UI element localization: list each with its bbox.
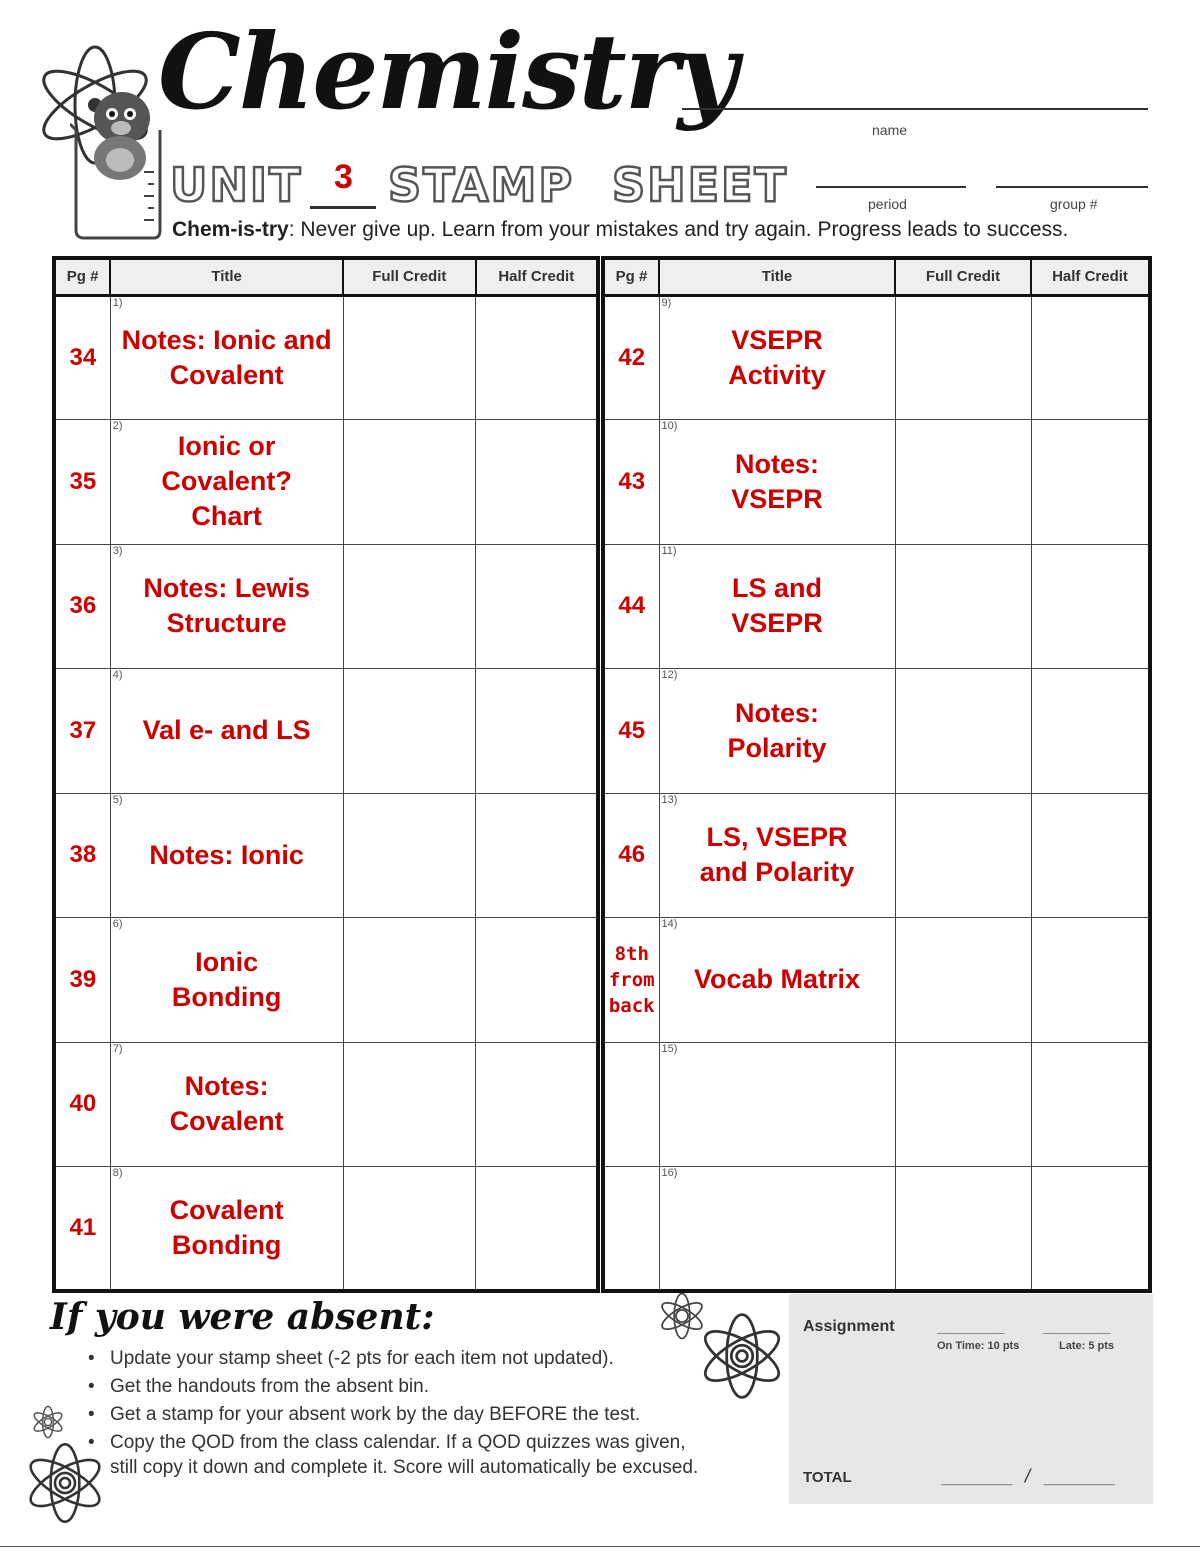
row-number: 5) <box>112 793 123 806</box>
half-credit-cell[interactable] <box>1031 918 1150 1043</box>
score-box <box>789 1294 1153 1504</box>
assignment-title: Covalent Bonding <box>169 1195 284 1260</box>
page-number: 37 <box>69 716 97 744</box>
page-number: 41 <box>69 1214 97 1241</box>
page-number: 8th from back <box>608 942 655 1017</box>
table-row <box>54 420 598 545</box>
row-number: 10) <box>661 420 678 432</box>
stamp-table-right <box>601 256 1152 1293</box>
row-number: 16) <box>661 1167 678 1179</box>
row-number: 12) <box>661 669 678 681</box>
group-field[interactable] <box>996 186 1148 188</box>
stamp-table-left <box>52 256 600 1293</box>
row-number: 4) <box>112 669 123 681</box>
header-pg: Pg # <box>603 258 659 295</box>
table-row <box>54 793 598 918</box>
row-number: 11) <box>661 544 677 557</box>
bottom-divider <box>0 1546 1200 1547</box>
half-credit-cell[interactable] <box>1031 295 1150 420</box>
half-credit-cell[interactable] <box>1031 1167 1150 1292</box>
stamp-word: STAMP <box>388 158 575 212</box>
absent-heading: If you were absent: <box>50 1296 435 1338</box>
half-credit-cell[interactable] <box>476 918 598 1043</box>
row-number: 3) <box>112 544 123 557</box>
full-credit-cell[interactable] <box>895 420 1031 545</box>
assignment-title: Notes: VSEPR <box>731 448 823 514</box>
full-credit-cell[interactable] <box>343 793 475 918</box>
assignment-title: LS, VSEPR and Polarity <box>699 822 855 888</box>
table-row <box>54 669 598 794</box>
row-number: 8) <box>112 1167 123 1179</box>
full-credit-cell[interactable] <box>343 1042 475 1167</box>
page-title: Chemistry <box>158 10 736 133</box>
half-credit-cell[interactable] <box>476 420 598 545</box>
atom-icon <box>22 1440 108 1526</box>
assignment-title: Vocab Matrix <box>693 964 861 995</box>
header-half-credit: Half Credit <box>1031 258 1150 295</box>
assignment-title: Ionic or Covalent? Chart <box>161 431 292 532</box>
assignment-title: VSEPR Activity <box>728 324 826 390</box>
row-number: 13) <box>661 793 678 806</box>
total-blank[interactable]: _______ / _______ <box>941 1466 1115 1486</box>
beaker-mole-icon <box>70 80 162 240</box>
period-label: period <box>868 196 907 212</box>
header-full-credit: Full Credit <box>343 258 475 295</box>
assignment-title: Notes: Polarity <box>727 697 827 763</box>
page-number: 46 <box>618 841 646 869</box>
row-number: 6) <box>112 918 123 930</box>
atom-icon <box>30 1404 66 1440</box>
full-credit-cell[interactable] <box>895 1042 1031 1167</box>
unit-word: UNIT <box>170 158 303 212</box>
full-credit-cell[interactable] <box>895 918 1031 1043</box>
table-row <box>54 1042 598 1167</box>
page-number: 35 <box>69 467 97 495</box>
full-credit-cell[interactable] <box>895 669 1031 794</box>
late-blank[interactable]: ________ <box>1043 1318 1111 1334</box>
absent-instructions <box>88 1345 686 1457</box>
table-row <box>54 1167 598 1292</box>
half-credit-cell[interactable] <box>476 793 598 918</box>
full-credit-cell[interactable] <box>895 295 1031 420</box>
full-credit-cell[interactable] <box>895 793 1031 918</box>
row-number: 9) <box>661 296 672 309</box>
page-number: 45 <box>618 716 646 744</box>
page-number: 38 <box>69 841 97 869</box>
full-credit-cell[interactable] <box>343 544 475 669</box>
half-credit-cell[interactable] <box>1031 544 1150 669</box>
half-credit-cell[interactable] <box>476 1167 598 1292</box>
full-credit-cell[interactable] <box>343 295 475 420</box>
row-number: 15) <box>661 1042 678 1055</box>
row-number: 1) <box>112 296 123 309</box>
full-credit-cell[interactable] <box>343 1167 475 1292</box>
group-label: group # <box>1050 196 1098 212</box>
unit-number-line <box>310 206 376 209</box>
list-item: • Get the handouts from the absent bin. <box>88 1373 686 1401</box>
name-field[interactable] <box>682 108 1148 110</box>
unit-number: 3 <box>334 158 353 196</box>
table-row <box>603 544 1150 669</box>
assignment-title: Val e- and LS <box>142 715 311 746</box>
on-time-blank[interactable]: ________ <box>937 1318 1005 1334</box>
table-row <box>54 918 598 1043</box>
assignment-title: Notes: Covalent <box>169 1071 284 1137</box>
table-row <box>603 1167 1150 1292</box>
list-item-continuation: still copy it down and complete it. Score will automatically be excused. <box>110 1457 699 1478</box>
page-number: 44 <box>618 592 646 620</box>
row-number: 14) <box>661 918 678 930</box>
table-row <box>603 669 1150 794</box>
assignment-title: Notes: Lewis Structure <box>143 573 310 639</box>
header-title: Title <box>110 258 343 295</box>
name-label: name <box>872 122 908 138</box>
page-number: 36 <box>69 592 97 620</box>
assignment-title: Notes: Ionic <box>149 839 304 870</box>
atom-icon <box>696 1310 788 1402</box>
assignment-title: LS and VSEPR <box>731 573 823 639</box>
half-credit-cell[interactable] <box>476 295 598 420</box>
row-number: 2) <box>112 420 123 432</box>
full-credit-cell[interactable] <box>895 544 1031 669</box>
list-item: • Copy the QOD from the class calendar. If a QOD quizzes was given, <box>88 1429 686 1457</box>
list-item: • Update your stamp sheet (-2 pts for each item not updated). <box>88 1345 686 1373</box>
full-credit-cell[interactable] <box>343 918 475 1043</box>
full-credit-cell[interactable] <box>343 420 475 545</box>
header-half-credit: Half Credit <box>476 258 598 295</box>
table-row <box>54 544 598 669</box>
list-item: • Get a stamp for your absent work by the day BEFORE the test. <box>88 1401 686 1429</box>
table-row <box>603 1042 1150 1167</box>
motto-text: : Never give up. Learn from your mistakes and try again. Progress leads to success. <box>288 218 1069 241</box>
table-row <box>603 295 1150 420</box>
on-time-label: On Time: 10 pts <box>937 1340 1020 1352</box>
assignment-title: Ionic Bonding <box>171 946 282 1012</box>
table-row <box>603 793 1150 918</box>
motto-bold: Chem-is-try <box>172 218 289 241</box>
page-number: 39 <box>69 965 97 993</box>
full-credit-cell[interactable] <box>343 669 475 794</box>
assignment-label: Assignment <box>803 1318 895 1335</box>
half-credit-cell[interactable] <box>1031 793 1150 918</box>
half-credit-cell[interactable] <box>1031 1042 1150 1167</box>
assignment-title: Notes: Ionic and Covalent <box>121 324 332 390</box>
half-credit-cell[interactable] <box>476 544 598 669</box>
late-label: Late: 5 pts <box>1059 1340 1115 1352</box>
full-credit-cell[interactable] <box>895 1167 1031 1292</box>
table-row <box>603 420 1150 545</box>
header-pg: Pg # <box>54 258 110 295</box>
row-number: 7) <box>112 1042 123 1055</box>
half-credit-cell[interactable] <box>476 1042 598 1167</box>
half-credit-cell[interactable] <box>1031 420 1150 545</box>
table-row <box>603 918 1150 1043</box>
page-number: 43 <box>618 467 646 495</box>
total-label: TOTAL <box>803 1469 852 1486</box>
period-field[interactable] <box>816 186 966 188</box>
page-number: 34 <box>69 343 97 371</box>
header-title: Title <box>659 258 895 295</box>
page-number: 42 <box>618 343 646 371</box>
table-row <box>54 295 598 420</box>
header-full-credit: Full Credit <box>895 258 1031 295</box>
half-credit-cell[interactable] <box>1031 669 1150 794</box>
half-credit-cell[interactable] <box>476 669 598 794</box>
motto <box>172 218 1068 242</box>
page-number: 40 <box>69 1090 97 1118</box>
sheet-word: SHEET <box>612 158 788 212</box>
